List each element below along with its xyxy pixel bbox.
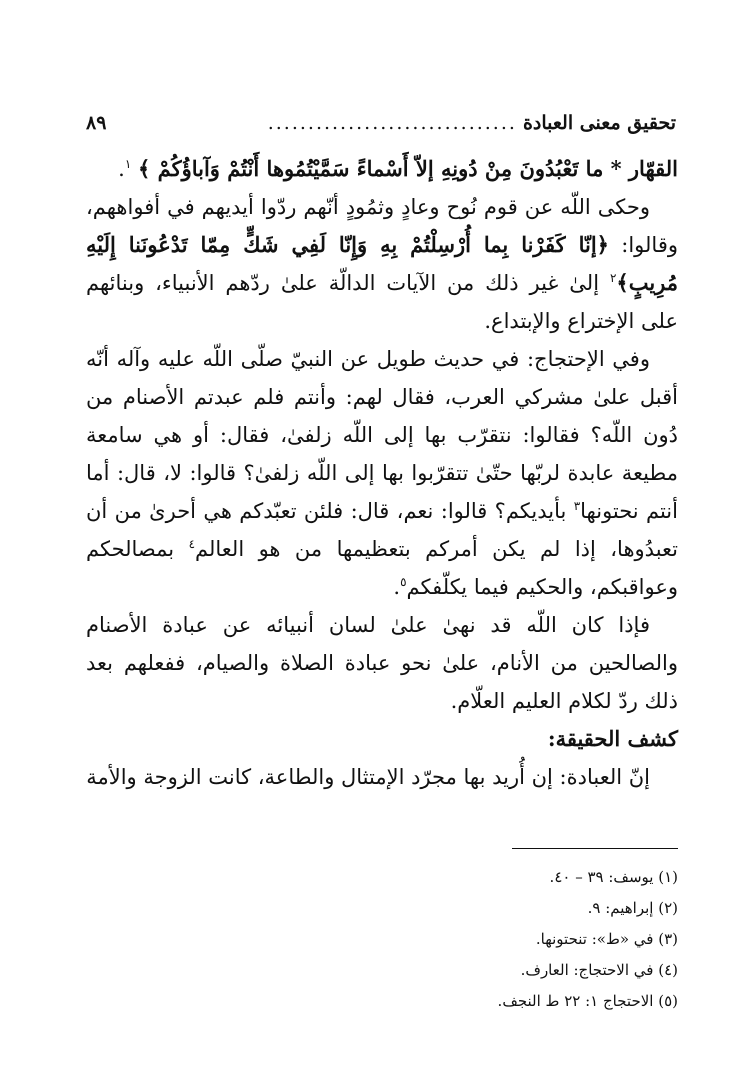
paragraph-4: فإذا كان اللّه قد نهىٰ علىٰ لسان أنبيائه عن عبادة الأصنام والصالحين من الأنام، علىٰ نحو عبادة الصلاة والصيام، ففعلهم بعد ذلك ردّ لكلام العليم العلّام. [86,613,678,713]
footnote-ref-1: ١ [124,157,132,171]
paragraph-5: إنّ العبادة: إن أُريد بها مجرّد الإمتثال والطاعة، كانت الزوجة والأمة [86,765,650,789]
footnote-1: (١) يوسف: ٣٩ – ٤٠. [549,868,678,886]
footnote-ref-5: ٥ [400,575,407,589]
leader-dots: ............................... [267,112,517,134]
paragraph-2-intro: وحكى اللّه عن قوم نُوح وعادٍ وثمُودٍ أنّهم ردّوا أيديهم في أفواههم، وقالوا: [86,195,678,257]
paragraph-2 [86,188,678,340]
footnote-divider [512,848,678,849]
footnote-3: (٣) في «ط»: تنحتونها. [535,930,678,948]
quran-verse-1: القهّار * ما تَعْبُدُونَ مِنْ دُونِهِ إلاّ أَسْماءً سَمَّيْتُمُوها أَنْتُمْ وَآباؤُكُمْ ﴾ [137,156,678,181]
chapter-title: تحقيق معنى العبادة [522,112,676,134]
main-text [86,150,678,796]
paragraph-3-part-b: بأيديكم؟ قالوا: نعم، قال: فلئن تعبّدكم هي أحرىٰ من أن تعبدُوها، إذا لم يكن أمركم بتعظيمها من هو العالم [86,499,678,561]
paragraph-3 [86,340,678,606]
section-heading: كشف الحقيقة: [547,726,678,751]
footnote-5: (٥) الاحتجاج ١: ٢٢ ط النجف. [497,992,678,1010]
footnote-ref-4: ٤ [188,537,196,551]
footnote-2: (٢) إبراهيم: ٩. [587,899,678,917]
footnotes [86,862,678,1017]
paragraph-1: القهّار * ما تَعْبُدُونَ مِنْ دُونِهِ إلاّ أَسْماءً سَمَّيْتُمُوها أَنْتُمْ وَآباؤُكُمْ ﴾ $^١$. [118,156,678,181]
footnote-ref-3: ٣ [573,499,581,513]
quran-verse-2: ﴿إنّا كَفَرْنا بِما أُرْسِلْتُمْ بِهِ وَإِنّا لَفِي شَكٍّ مِمّا تَدْعُونَنا إِلَيْهِ مُرِيبٍ﴾ [86,232,678,295]
footnote-4: (٤) في الاحتجاج: العارف. [520,961,678,979]
paragraph-2-rest: إلىٰ غير ذلك من الآيات الدالّة علىٰ ردّهم الأنبياء، وبنائهم على الإختراع والإبتداع. [86,271,678,333]
paragraph-3-end: . [393,575,401,599]
running-header [86,112,676,134]
paragraph-3-part-c: بمصالحكم وعواقبكم، والحكيم فيما يكلّفكم [86,537,678,599]
footnote-ref-2: ٢ [609,271,617,285]
page-number: ٨٩ [86,112,107,134]
paragraph-3-part-a: وفي الإحتجاج: في حديث طويل عن النبيّ صلّى اللّه عليه وآله أنّه أقبل علىٰ مشركي العرب، فقال لهم: وأنتم فلم عبدتم الأصنام من دُون اللّه؟ فقالوا: نتقرّب بها إلى اللّه زلفىٰ، فقال: أو هي سامعة مطيعة عابدة لربّها حتّىٰ تتقرّبوا بها إلى اللّه زلفىٰ؟ قالوا: لا، قال: أما أنتم نحتونها [86,347,678,523]
